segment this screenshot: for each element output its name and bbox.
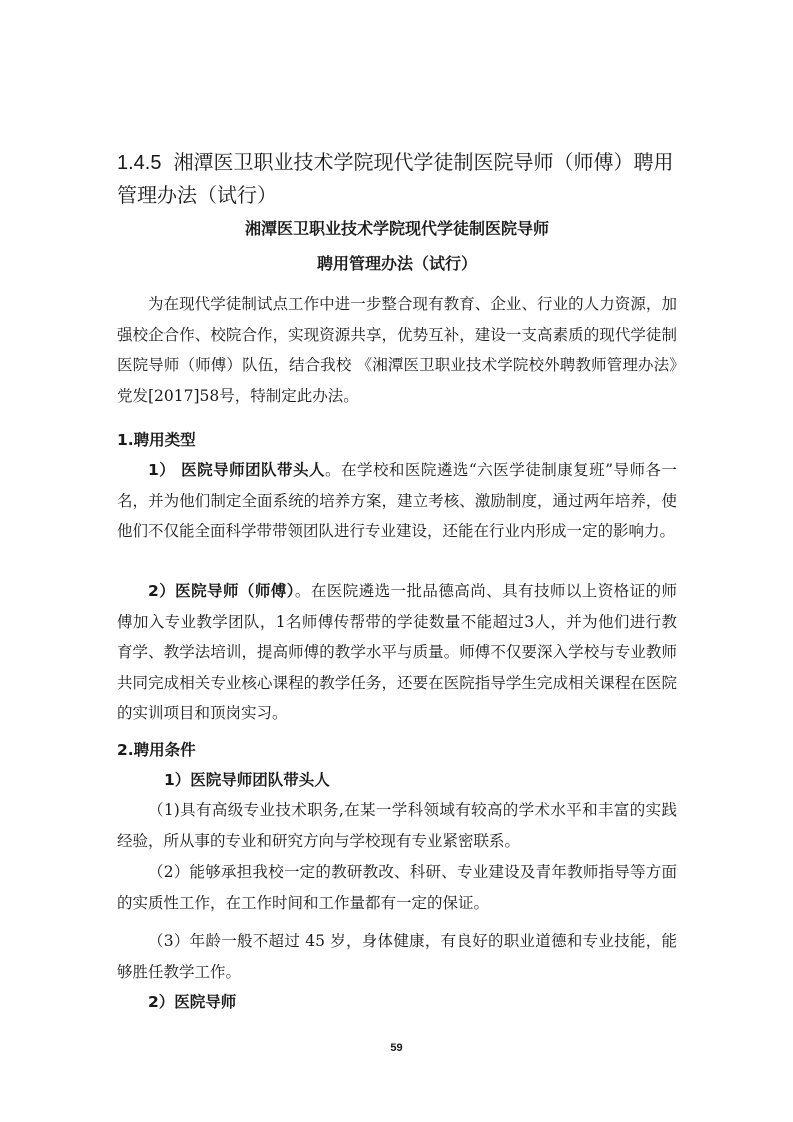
page-number: 59: [390, 1042, 403, 1054]
type-1-paragraph: [117, 455, 677, 547]
section-heading: [117, 146, 677, 211]
type-2-text: 。在医院遴选一批品德高尚、具有技师以上资格证的师傅加入专业教学团队，1名师傅传帮带的学徒数量不能超过3人，并为他们进行教育学、教学法培训，提高师傅的教学水平与质量。师傅不仅要深入学校与专业教师共同完成相关专业核心课程的教学任务，还要在医院指导学生完成相关课程在医院的实训项目和顶岗实习。: [117, 582, 677, 722]
condition-1-paragraph: （1)具有高级专业技术职务,在某一学科领域有较高的学术水平和丰富的实践经验，所从事的专业和研究方向与学校现有专业紧密联系。: [117, 801, 677, 850]
condition-heading-hospital-mentor: 2）医院导师: [148, 993, 237, 1011]
type-2-label: 2）医院导师（师傅）: [148, 582, 295, 600]
type-2-paragraph: [117, 576, 677, 729]
type-1-text: 。在学校和医院遴选“六医学徒制康复班”导师各一名，并为他们制定全面系统的培养方案，建立考核、激励制度，通过两年培养，使他们不仅能全面科学带带领团队进行专业建设，还能在行业内形成一定的影响力。: [117, 461, 677, 540]
intro-paragraph: 为在现代学徒制试点工作中进一步整合现有教育、企业、行业的人力资源，加强校企合作、校院合作，实现资源共享，优势互补，建设一支高素质的现代学徒制医院导师（师傅）队伍，结合我校 《湘潭医卫职业技术学院校外聘教师管理办法》党发[2017]58号，特制定此办法。: [117, 295, 677, 405]
heading-employment-conditions: 2.聘用条件: [117, 741, 196, 759]
heading-employment-types: 1.聘用类型: [117, 431, 196, 449]
section-number: 1.4.5: [117, 152, 162, 174]
type-1-label: 1） 医院导师团队带头人: [148, 461, 325, 479]
document-title-line-1: 湘潭医卫职业技术学院现代学徒制医院导师: [244, 219, 549, 238]
section-title: 湘潭医卫职业技术学院现代学徒制医院导师（师傅）聘用管理办法（试行）: [117, 150, 674, 207]
document-title-line-2: 聘用管理办法（试行）: [316, 254, 477, 273]
condition-2-paragraph: （2）能够承担我校一定的教研教改、科研、专业建设及青年教师指导等方面的实质性工作，在工作时间和工作量都有一定的保证。: [117, 863, 677, 912]
condition-heading-team-leader: 1）医院导师团队带头人: [164, 771, 330, 789]
condition-3-paragraph: （3）年龄一般不超过 45 岁，身体健康，有良好的职业道德和专业技能，能够胜任教学工作。: [117, 932, 677, 981]
